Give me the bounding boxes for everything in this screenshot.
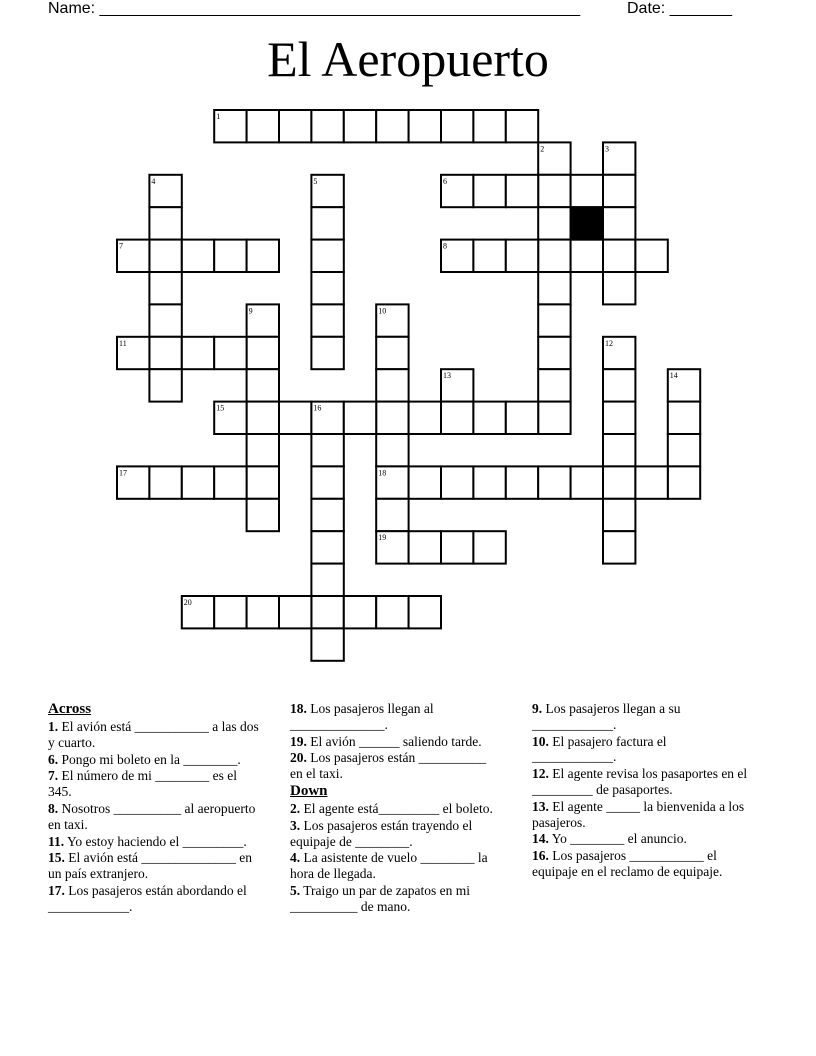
grid-cell[interactable] [668,402,700,434]
grid-cell[interactable] [149,272,181,304]
grid-clue-number: 11 [119,338,127,348]
clue-down-2 [290,801,502,817]
clue-number: 14. [532,831,549,847]
grid-cell[interactable] [376,337,408,369]
grid-cell[interactable] [214,337,246,369]
clue-number: 17. [48,882,65,898]
grid-cell[interactable] [344,110,376,142]
grid-cell[interactable] [247,304,279,336]
clue-text: Yo estoy haciendo el _________. [64,833,247,849]
grid-cell[interactable] [182,240,214,272]
grid-cell[interactable] [311,531,343,563]
grid-cell[interactable] [603,369,635,401]
grid-cell[interactable] [311,466,343,498]
grid-cell[interactable] [311,207,343,239]
grid-cell[interactable] [311,499,343,531]
grid-clue-number: 20 [183,598,192,607]
grid-cell[interactable] [538,466,570,498]
grid-cell[interactable] [376,499,408,531]
clue-text: Traigo un par de zapatos en mi __________ de mano. [290,882,470,914]
grid-cell[interactable] [311,110,343,142]
down-heading: Down [290,782,328,799]
clue-text: El avión está ______________ en un país extranjero. [48,850,252,882]
grid-cell[interactable] [376,304,408,336]
grid-cell[interactable] [603,466,635,498]
clue-number: 16. [532,848,549,864]
clue-down-4 [290,850,502,882]
grid-clue-number: 13 [443,371,451,381]
grid-cell[interactable] [506,175,538,207]
grid-cell[interactable] [247,434,279,466]
date-field-label[interactable]: Date: _______ [627,0,732,17]
clue-number: 3. [290,817,301,833]
grid-cell[interactable] [603,499,635,531]
grid-cell[interactable] [149,207,181,239]
grid-cell[interactable] [409,596,441,628]
grid-cell[interactable] [279,110,311,142]
clue-number: 6. [48,751,59,767]
grid-cell[interactable] [441,110,473,142]
grid-cell[interactable] [506,240,538,272]
grid-cell[interactable] [571,175,603,207]
grid-cell[interactable] [538,304,570,336]
grid-cell[interactable] [247,466,279,498]
grid-cell[interactable] [247,499,279,531]
clue-text: Pongo mi boleto en la ________. [58,751,241,767]
grid-cell[interactable] [538,272,570,304]
clue-text: El pasajero factura el ____________. [532,733,667,765]
clue-down-10 [532,734,754,766]
grid-cell[interactable] [311,272,343,304]
grid-cell[interactable] [538,337,570,369]
grid-cell[interactable] [149,240,181,272]
grid-cell[interactable] [182,337,214,369]
clue-text: La asistente de vuelo ________ la hora de llegada. [290,850,488,882]
grid-cell[interactable] [441,240,473,272]
clue-across-6 [48,752,260,768]
grid-cell[interactable] [214,466,246,498]
grid-clue-number: 2 [540,144,545,154]
grid-cell[interactable] [376,531,408,563]
grid-clue-number: 19 [378,533,387,543]
clue-text: El agente revisa los pasaportes en el _________ de pasaportes. [532,766,748,797]
grid-cell[interactable] [473,402,505,434]
grid-cell[interactable] [344,402,376,434]
grid-cell[interactable] [376,369,408,401]
grid-cell[interactable] [635,240,667,272]
grid-cell[interactable] [441,369,473,401]
clue-number: 5. [290,882,301,898]
grid-cell[interactable] [149,337,181,369]
clue-number: 4. [290,850,301,866]
grid-clue-number: 5 [313,176,318,186]
grid-cell[interactable] [506,466,538,498]
grid-cell[interactable] [603,207,635,239]
grid-cell[interactable] [409,110,441,142]
grid-cell[interactable] [603,531,635,563]
grid-cell[interactable] [247,337,279,369]
grid-clue-number: 14 [669,371,678,381]
grid-clue-number: 8 [443,241,447,251]
grid-cell[interactable] [376,466,408,498]
page-title: El Aeropuerto [267,31,549,87]
grid-cell[interactable] [247,240,279,272]
grid-cell[interactable] [117,337,149,369]
grid-clue-number: 16 [313,403,322,413]
grid-cell[interactable] [409,402,441,434]
grid-cell[interactable] [117,240,149,272]
grid-clue-number: 9 [248,306,253,316]
grid-cell[interactable] [473,240,505,272]
grid-cell[interactable] [538,175,570,207]
grid-clue-number: 10 [378,306,387,316]
grid-cell[interactable] [149,304,181,336]
clue-down-13 [532,799,754,831]
clue-across-1 [48,719,260,751]
grid-clue-number: 15 [216,403,225,413]
grid-cell[interactable] [247,369,279,401]
grid-clue-number: 6 [443,176,447,186]
clue-text: Yo ________ el anuncio. [548,831,687,847]
grid-cell[interactable] [441,402,473,434]
clue-number: 11. [48,833,65,849]
clue-down-14 [532,831,754,847]
clue-down-5 [290,883,502,915]
grid-cell[interactable] [441,466,473,498]
clue-number: 18. [290,701,307,716]
grid-cell[interactable] [376,110,408,142]
grid-cell[interactable] [344,596,376,628]
clue-text: El agente está_________ el boleto. [300,800,493,816]
clue-text: Los pasajeros ___________ el equipaje en el reclamo de equipaje. [532,848,723,879]
clue-number: 1. [48,719,59,734]
grid-clue-number: 1 [216,112,221,121]
grid-cell[interactable] [668,369,700,401]
grid-cell-blocked [571,207,603,239]
clue-column-3 [532,701,754,881]
grid-clue-number: 3 [605,144,609,154]
grid-cell[interactable] [635,466,667,498]
clue-across-7 [48,768,260,800]
grid-cell[interactable] [376,434,408,466]
clue-text: El número de mi ________ es el 345. [48,768,237,800]
clue-down-16 [532,848,754,880]
grid-cell[interactable] [473,466,505,498]
grid-cell[interactable] [668,434,700,466]
grid-cell[interactable] [149,369,181,401]
clue-text: Los pasajeros llegan al ______________. [290,701,434,732]
grid-clue-number: 12 [605,338,613,348]
grid-cell[interactable] [473,110,505,142]
clue-across-8 [48,801,260,833]
grid-cell[interactable] [603,402,635,434]
grid-cell[interactable] [214,596,246,628]
grid-cell[interactable] [538,369,570,401]
clue-down-3 [290,818,502,850]
grid-cell[interactable] [311,175,343,207]
grid-cell[interactable] [311,596,343,628]
grid-cell[interactable] [571,466,603,498]
grid-cell[interactable] [311,628,343,660]
grid-cell[interactable] [473,175,505,207]
grid-cell[interactable] [506,110,538,142]
grid-cell[interactable] [441,531,473,563]
clue-number: 19. [290,733,307,749]
clue-number: 8. [48,800,59,816]
clue-number: 2. [290,800,301,816]
clue-text: Nosotros __________ al aeropuerto en taxi. [48,800,256,832]
clue-text: El avión ______ saliendo tarde. [306,733,482,749]
grid-cell[interactable] [311,337,343,369]
grid-cell[interactable] [603,175,635,207]
grid-cell[interactable] [409,531,441,563]
grid-cell[interactable] [376,596,408,628]
grid-cell[interactable] [311,434,343,466]
grid-clue-number: 18 [378,468,387,478]
grid-cell[interactable] [603,272,635,304]
grid-cell[interactable] [603,434,635,466]
clue-number: 7. [48,768,59,784]
clue-across-20 [290,750,502,782]
grid-cell[interactable] [214,240,246,272]
grid-cell[interactable] [668,466,700,498]
grid-cell[interactable] [117,466,149,498]
clue-number: 20. [290,750,307,766]
grid-cell[interactable] [311,304,343,336]
clue-number: 15. [48,850,65,866]
grid-cell[interactable] [247,110,279,142]
grid-cell[interactable] [538,240,570,272]
clue-across-11 [48,834,260,850]
clue-across-18 [290,701,502,733]
clue-text: Los pasajeros están trayendo el equipaje de ________. [290,817,473,849]
grid-cell[interactable] [538,402,570,434]
grid-cell[interactable] [538,142,570,174]
clue-text: Los pasajeros están abordando el ____________. [48,882,247,914]
grid-cell[interactable] [409,466,441,498]
grid-clue-number: 7 [119,241,123,251]
clue-down-9 [532,701,754,733]
across-heading: Across [48,701,92,717]
grid-cell[interactable] [247,402,279,434]
clue-across-15 [48,850,260,882]
clue-column-1 [48,701,260,916]
clue-across-19 [290,734,502,750]
grid-cell[interactable] [182,466,214,498]
clue-column-2 [290,701,502,916]
clue-down-12 [532,766,754,798]
grid-clue-number: 17 [119,468,127,478]
clue-text: Los pasajeros llegan a su ____________. [532,701,681,732]
clue-number: 12. [532,766,549,782]
grid-cell[interactable] [506,402,538,434]
clue-text: Los pasajeros están __________ en el taxi. [290,750,487,782]
name-field-label[interactable]: Name: ______________________________________________________ [48,0,581,17]
grid-cell[interactable] [603,240,635,272]
grid-cell[interactable] [571,240,603,272]
clue-text: El avión está ___________ a las dos y cuarto. [48,719,259,750]
grid-cell[interactable] [603,142,635,174]
grid-cell[interactable] [214,402,246,434]
grid-cell[interactable] [311,564,343,596]
grid-cell[interactable] [311,402,343,434]
grid-cell[interactable] [214,110,246,142]
grid-cell[interactable] [149,466,181,498]
grid-cell[interactable] [311,240,343,272]
clue-across-17 [48,883,260,915]
grid-cell[interactable] [538,207,570,239]
clue-text: El agente _____ la bienvenida a los pasajeros. [532,798,745,830]
grid-cell[interactable] [376,402,408,434]
grid-cell[interactable] [603,337,635,369]
grid-cell[interactable] [441,175,473,207]
grid-cell[interactable] [473,531,505,563]
grid-cell[interactable] [182,596,214,628]
clue-number: 9. [532,701,543,716]
grid-cell[interactable] [149,175,181,207]
clue-number: 13. [532,798,549,814]
grid-cell[interactable] [247,596,279,628]
grid-cell[interactable] [279,402,311,434]
clue-number: 10. [532,733,549,749]
grid-clue-number: 4 [151,176,156,186]
grid-cell[interactable] [279,596,311,628]
